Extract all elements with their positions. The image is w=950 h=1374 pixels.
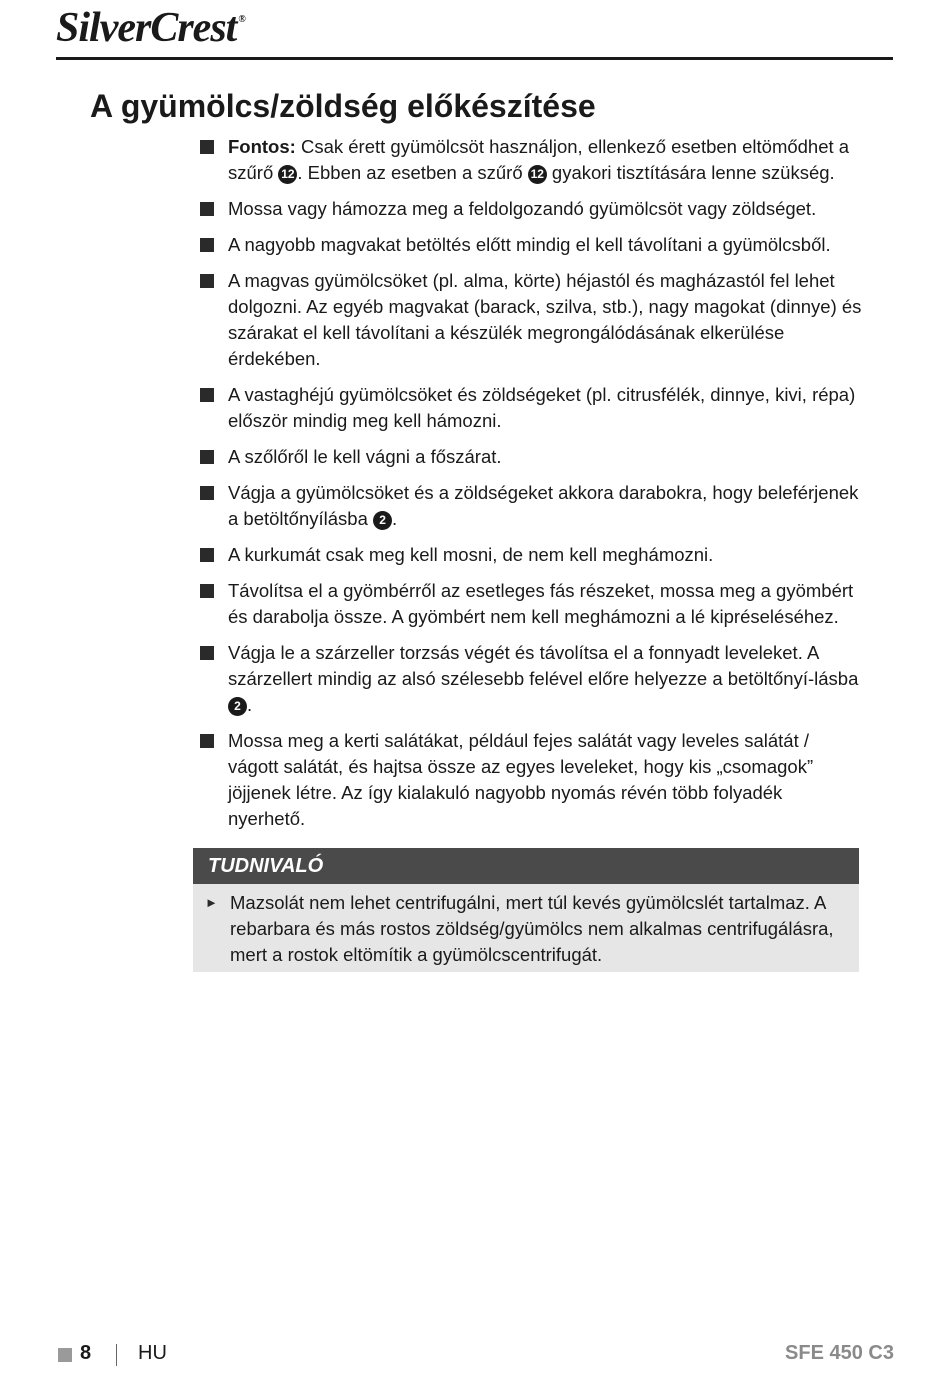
note-title: TUDNIVALÓ <box>193 848 859 884</box>
item-text: Vágja le a szárzeller torzsás végét és távolítsa el a fonnyadt leveleket. A szárzellert mindig az alsó szélesebb felével előre helyezze a betöltőnyí-lásba <box>228 642 859 689</box>
bullet-square-icon <box>200 388 214 402</box>
bullet-square-icon <box>200 202 214 216</box>
list-item <box>198 382 863 434</box>
arrow-icon: ► <box>205 895 218 910</box>
list-item <box>198 542 863 568</box>
item-text: A vastaghéjú gyümölcsöket és zöldségeket (pl. citrusfélék, dinnye, kivi, répa) először mindig meg kell hámozni. <box>228 384 856 431</box>
list-item <box>198 196 863 222</box>
bullet-square-icon <box>200 646 214 660</box>
item-text: A nagyobb magvakat betöltés előtt mindig el kell távolítani a gyümölcsből. <box>228 234 831 255</box>
list-item <box>198 640 863 718</box>
bullet-square-icon <box>200 450 214 464</box>
item-text: Mossa meg a kerti salátákat, például fejes salátát vagy leveles salátát / vágott salátát, és hajtsa össze az egyes leveleket, hogy kis „csomagok” jöjjenek létre. Az így kialakuló nagyobb nyomás révén több folyadék nyerhető. <box>228 730 814 829</box>
part-number-icon: 2 <box>228 697 247 716</box>
item-text: Mossa vagy hámozza meg a feldolgozandó gyümölcsöt vagy zöldséget. <box>228 198 817 219</box>
footer-divider <box>116 1344 117 1366</box>
list-item <box>198 480 863 532</box>
page-number: 8 <box>80 1342 92 1364</box>
silvercrest-logo: SilverCrest ® <box>56 5 245 51</box>
bullet-square-icon <box>200 274 214 288</box>
item-text: Csak érett gyümölcsöt használjon, ellenkező esetben eltömődhet a szűrő <box>228 136 850 183</box>
part-number-icon: 12 <box>528 165 547 184</box>
list-item <box>198 134 863 186</box>
item-text: . <box>392 508 398 529</box>
item-text: gyakori tisztítására lenne szükség. <box>546 162 835 183</box>
item-text: A kurkumát csak meg kell mosni, de nem kell meghámozni. <box>228 544 714 565</box>
bullet-square-icon <box>200 584 214 598</box>
preparation-list <box>198 134 863 842</box>
list-item <box>198 444 863 470</box>
note-text: Mazsolát nem lehet centrifugálni, mert túl kevés gyümölcslét tartalmaz. A rebarbara és más rostos zöldség/gyümölcs nem alkalmas centrifugálásra, mert a rostok eltömítik a gyümölcscentrifugát. <box>230 892 834 965</box>
bullet-square-icon <box>200 548 214 562</box>
page-heading: A gyümölcs/zöldség előkészítése <box>90 88 596 124</box>
item-text: . <box>247 694 253 715</box>
bullet-square-icon <box>200 486 214 500</box>
item-emphasis: Fontos: <box>228 136 296 157</box>
bullet-square-icon <box>200 734 214 748</box>
list-item <box>198 268 863 372</box>
item-text: Vágja a gyümölcsöket és a zöldségeket akkora darabokra, hogy beleférjenek a betöltőnyílásba <box>228 482 859 529</box>
list-item <box>198 728 863 832</box>
bullet-square-icon <box>200 140 214 154</box>
item-text: . Ebben az esetben a szűrő <box>297 162 528 183</box>
note-body <box>193 884 859 968</box>
item-text: A magvas gyümölcsöket (pl. alma, körte) héjastól és magházastól fel lehet dolgozni. Az egyéb magvakat (barack, szilva, stb.), nagy magokat (dinnye) és szárakat el kell távolítani a készülék megrongálódásának elkerülése érdekében. <box>228 270 862 369</box>
part-number-icon: 12 <box>278 165 297 184</box>
item-text: Távolítsa el a gyömbérről az esetleges fás részeket, mossa meg a gyömbért és darabolja össze. A gyömbért nem kell meghámozni a lé kipréseléséhez. <box>228 580 854 627</box>
list-item <box>198 578 863 630</box>
bullet-square-icon <box>200 238 214 252</box>
part-number-icon: 2 <box>373 511 392 530</box>
item-text: A szőlőről le kell vágni a főszárat. <box>228 446 502 467</box>
header-rule <box>56 57 893 60</box>
footer-square-icon <box>58 1348 72 1362</box>
language-code: HU <box>138 1342 167 1364</box>
list-item <box>198 232 863 258</box>
model-number: SFE 450 C3 <box>785 1342 894 1364</box>
note-box <box>193 848 859 972</box>
